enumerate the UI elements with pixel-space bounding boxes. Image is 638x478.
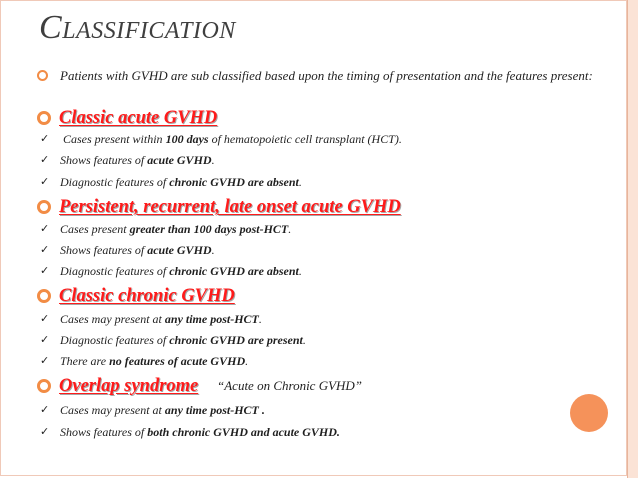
checkmark-icon: ✓ bbox=[40, 264, 50, 277]
section-heading-text: Classic acute GVHD bbox=[59, 108, 218, 128]
list-item-text: Cases present within 100 days of hematopoietic cell transplant (HCT). bbox=[63, 132, 402, 146]
checkmark-icon: ✓ bbox=[40, 132, 50, 145]
title-rest: LASSIFICATION bbox=[62, 18, 236, 44]
side-strip bbox=[627, 0, 638, 478]
title-first-letter: C bbox=[39, 9, 63, 46]
checkmark-icon: ✓ bbox=[40, 333, 50, 346]
ring-bullet-icon bbox=[37, 379, 51, 393]
list-item-text: Diagnostic features of chronic GVHD are absent. bbox=[60, 264, 302, 278]
side-divider bbox=[627, 0, 628, 478]
list-item-text: Diagnostic features of chronic GVHD are absent. bbox=[60, 175, 302, 189]
checkmark-icon: ✓ bbox=[40, 354, 50, 367]
ring-bullet-icon bbox=[37, 200, 51, 214]
checkmark-icon: ✓ bbox=[40, 312, 50, 325]
list-item-text: There are no features of acute GVHD. bbox=[60, 354, 249, 368]
list-item-text: Cases present greater than 100 days post-HCT. bbox=[60, 222, 292, 236]
decorative-circle bbox=[570, 394, 608, 432]
section-heading-note: “Acute on Chronic GVHD” bbox=[217, 378, 363, 393]
checkmark-icon: ✓ bbox=[40, 403, 50, 416]
list-item-text: Cases may present at any time post-HCT . bbox=[60, 403, 265, 417]
slide-title bbox=[39, 9, 236, 46]
checkmark-icon: ✓ bbox=[40, 175, 50, 188]
ring-bullet-icon bbox=[37, 111, 51, 125]
ring-bullet-icon bbox=[37, 289, 51, 303]
checkmark-icon: ✓ bbox=[40, 222, 50, 235]
section-heading-text: Persistent, recurrent, late onset acute GVHD bbox=[59, 197, 401, 217]
list-item-text: Shows features of acute GVHD. bbox=[60, 243, 215, 257]
section-heading-text: Overlap syndrome bbox=[59, 376, 199, 396]
list-item-text: Shows features of both chronic GVHD and acute GVHD. bbox=[60, 425, 340, 439]
checkmark-icon: ✓ bbox=[40, 243, 50, 256]
list-item-text: Diagnostic features of chronic GVHD are present. bbox=[60, 333, 306, 347]
checkmark-icon: ✓ bbox=[40, 153, 50, 166]
intro-text: Patients with GVHD are sub classified based upon the timing of presentation and the features present: bbox=[60, 68, 593, 83]
section-heading-text: Classic chronic GVHD bbox=[59, 286, 235, 306]
ring-bullet-icon bbox=[37, 70, 48, 81]
checkmark-icon: ✓ bbox=[40, 425, 50, 438]
list-item-text: Cases may present at any time post-HCT. bbox=[60, 312, 262, 326]
list-item-text: Shows features of acute GVHD. bbox=[60, 153, 215, 167]
